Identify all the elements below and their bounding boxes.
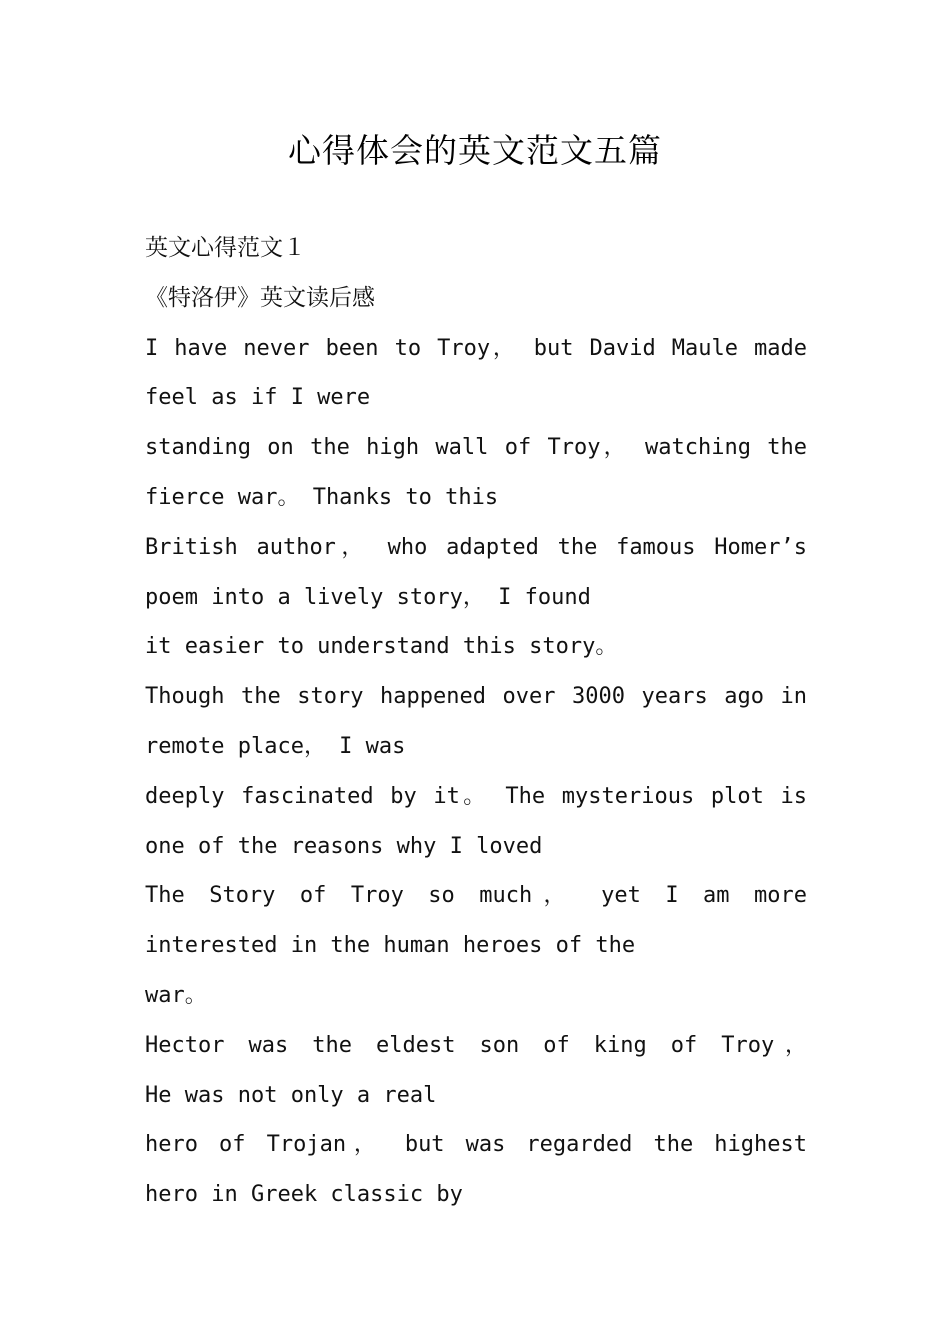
document-title: 心得体会的英文范文五篇 xyxy=(288,131,662,170)
paragraph-line: hero of Trojan， but was regarded the highest xyxy=(145,1132,807,1158)
book-title-line: 《特洛伊》英文读后感 xyxy=(145,284,375,311)
paragraph-line: war。 xyxy=(145,982,207,1008)
paragraph-line: standing on the high wall of Troy， watching the xyxy=(145,435,807,461)
paragraph-line: The Story of Troy so much， yet I am more xyxy=(145,883,807,909)
paragraph-line: He was not only a real xyxy=(145,1082,437,1108)
paragraph-line: feel as if I were xyxy=(145,385,371,411)
paragraph-line: deeply fascinated by it。 The mysterious plot is xyxy=(145,783,807,809)
paragraph-line: Hector was the eldest son of king of Troy， xyxy=(145,1032,807,1058)
paragraph-line: fierce war。 Thanks to this xyxy=(145,484,499,510)
section-heading: 英文心得范文１ xyxy=(145,235,306,261)
paragraph-line: Though the story happened over 3000 years ago in xyxy=(145,684,807,710)
paragraph-line: it easier to understand this story。 xyxy=(145,634,618,660)
paragraph-line: poem into a lively story， I found xyxy=(145,584,591,610)
document-body xyxy=(145,224,807,1220)
paragraph-line: interested in the human heroes of the xyxy=(145,933,636,959)
paragraph-line: I have never been to Troy， but David Maule made xyxy=(145,335,807,361)
paragraph-line: British author， who adapted the famous Homer’s xyxy=(145,534,807,560)
paragraph-line: remote place， I was xyxy=(145,733,406,759)
paragraph-line: one of the reasons why I loved xyxy=(145,833,543,859)
paragraph-line: hero in Greek classic by xyxy=(145,1182,463,1208)
